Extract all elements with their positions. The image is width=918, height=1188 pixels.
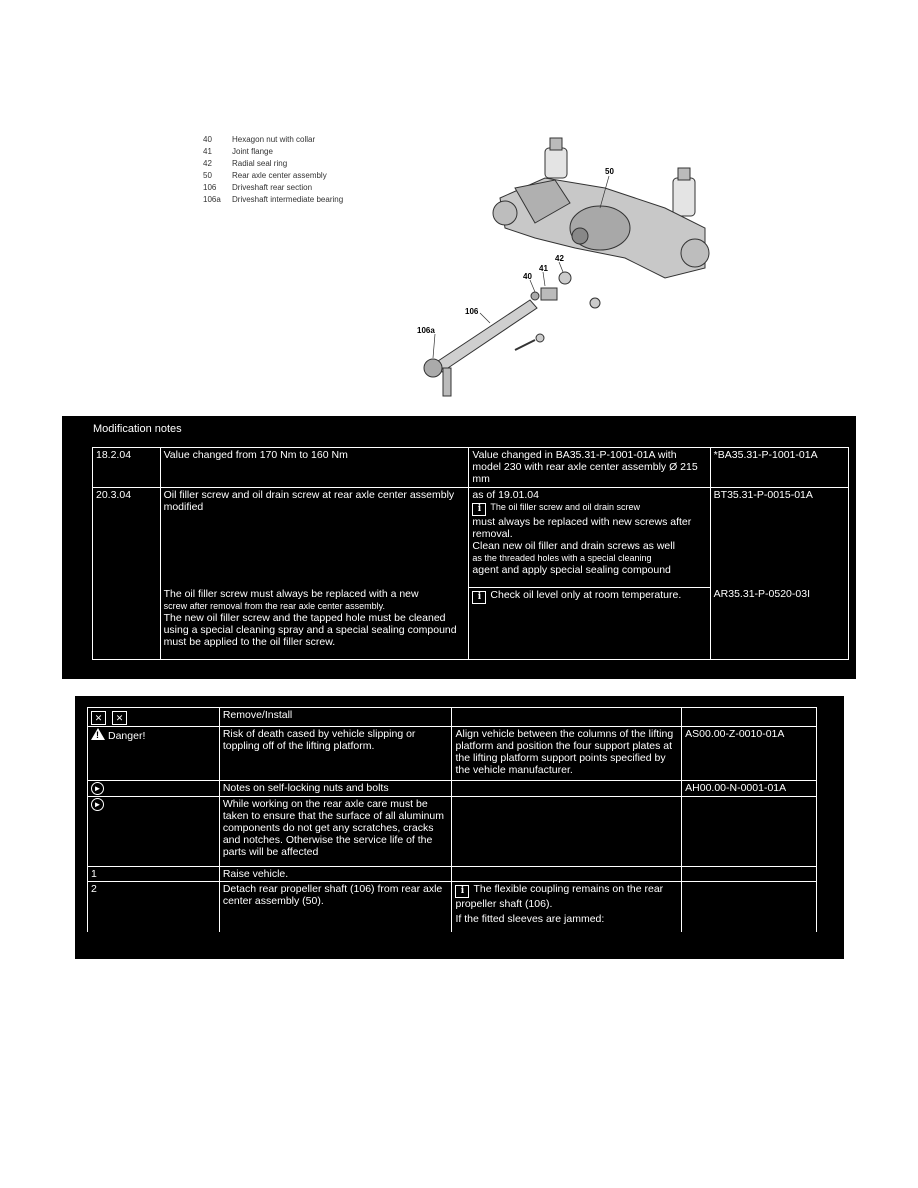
table-row: ► Notes on self-locking nuts and bolts AH00.00-N-0001-01A [88, 781, 817, 797]
label-40: 40 [523, 272, 532, 281]
legend-item: 106 Driveshaft rear section [203, 183, 313, 192]
remove-install-table [87, 707, 817, 932]
remove-icon: ✕ [91, 711, 106, 725]
modification-notes-table [92, 447, 849, 660]
modification-notes-panel [62, 416, 856, 679]
note-icon: ► [91, 782, 104, 795]
label-42: 42 [555, 254, 564, 263]
label-106a: 106a [417, 326, 435, 335]
label-41: 41 [539, 264, 548, 273]
install-icon: ✕ [112, 711, 127, 725]
label-50: 50 [605, 167, 614, 176]
info-icon: i [472, 591, 486, 604]
table-row: ► While working on the rear axle care must be taken to ensure that the surface of all aluminum components do not get any scratches, cracks and notches. Otherwise the service life of the parts will be affected [88, 797, 817, 867]
legend-item: 42 Radial seal ring [203, 159, 288, 168]
legend-item: 50 Rear axle center assembly [203, 171, 327, 180]
table-row: 2 Detach rear propeller shaft (106) from rear axle center assembly (50). i The flexible coupling remains on the rear propeller shaft (106). If the fitted sleeves are jammed: [88, 882, 817, 932]
remove-install-header: Remove/Install [219, 708, 452, 727]
table-row: The oil filler screw must always be replaced with a new screw after removal from the rear axle center assembly. The new oil filler screw and the tapped hole must be cleaned using a special cleaning spray and a special sealing compound must be applied to the oil filler screw. i Check oil level only at room temperature. AR35.31-P-0520-03I [93, 587, 849, 659]
legend-item: 106a Driveshaft intermediate bearing [203, 195, 344, 204]
table-row: !Danger! Risk of death cased by vehicle slipping or toppling off of the lifting platform. Align vehicle between the columns of the lifting platform and position the four support plates at the lifting platform support points specified by the vehicle manufacturer. AS00.00-Z-0010-01A [88, 727, 817, 781]
table-row: 18.2.04 Value changed from 170 Nm to 160 Nm Value changed in BA35.31-P-1001-01A with model 230 with rear axle center assembly Ø 215 mm *BA35.31-P-1001-01A [93, 448, 849, 488]
table-row [88, 708, 817, 727]
modification-notes-title: Modification notes [93, 423, 182, 435]
legend-item: 41 Joint flange [203, 147, 273, 156]
table-row: 1 Raise vehicle. [88, 867, 817, 882]
remove-install-panel [75, 696, 844, 959]
parts-legend [203, 134, 343, 206]
table-row: 20.3.04 Oil filler screw and oil drain screw at rear axle center assembly modified as of 19.01.04 i The oil filler screw and oil drain screw must always be replaced with new screws after removal. Clean new oil filler and drain screws as well as the threaded holes with a special cleaning agent and apply special sealing compound BT35.31-P-0015-01A [93, 488, 849, 588]
rear-axle-exploded-diagram [405, 128, 715, 400]
note-icon: ► [91, 798, 104, 811]
info-icon: i [472, 503, 486, 516]
label-106: 106 [465, 307, 479, 316]
legend-item: 40 Hexagon nut with collar [203, 135, 316, 144]
warning-icon [91, 728, 105, 740]
info-icon: i [455, 885, 469, 898]
